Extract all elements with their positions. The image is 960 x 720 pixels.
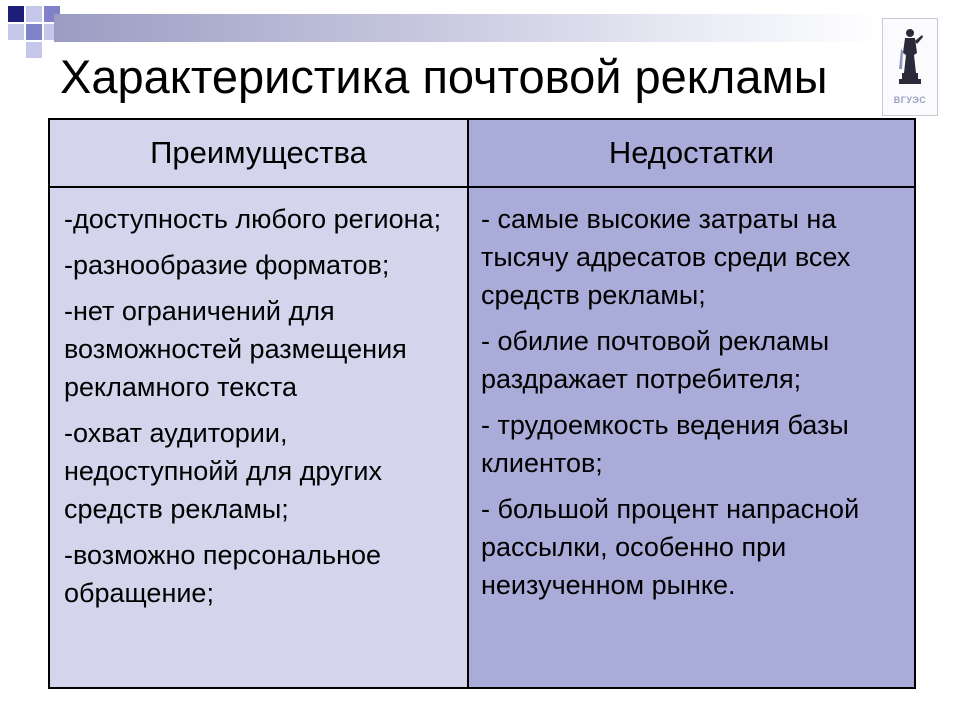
advantage-item: -доступность любого региона;	[64, 204, 442, 234]
advantage-item: -возможно персональное обращение;	[64, 540, 382, 608]
advantage-item: -охват аудитории, недоступнойй для других средств рекламы;	[64, 418, 383, 524]
advantage-item: -разнообразие форматов;	[64, 250, 390, 280]
decor-square	[8, 6, 24, 22]
decor-square	[8, 24, 24, 40]
logo-text: ВГУЭС	[893, 95, 927, 105]
comparison-table	[48, 118, 916, 689]
disadvantages-cell	[468, 187, 915, 688]
header-gradient-bar	[54, 14, 884, 42]
advantage-item: -нет ограничений для возможностей размещения рекламного текста	[64, 296, 407, 402]
disadvantage-item: - обилие почтовой рекламы раздражает потребителя;	[481, 326, 830, 394]
header-disadvantages: Недостатки	[468, 119, 915, 187]
decor-square	[26, 42, 42, 58]
disadvantage-item: - самые высокие затраты на тысячу адресатов среди всех средств рекламы;	[481, 204, 851, 310]
slide-title: Характеристика почтовой рекламы	[60, 50, 828, 103]
advantages-cell	[49, 187, 468, 688]
decor-square	[26, 24, 42, 40]
decor-square	[26, 6, 42, 22]
university-logo	[882, 18, 938, 116]
disadvantage-item: - большой процент напрасной рассылки, особенно при неизученном рынке.	[481, 494, 860, 600]
header-advantages: Преимущества	[49, 119, 468, 187]
disadvantage-item: - трудоемкость ведения базы клиентов;	[481, 410, 849, 478]
statue-emblem-icon	[883, 19, 937, 99]
